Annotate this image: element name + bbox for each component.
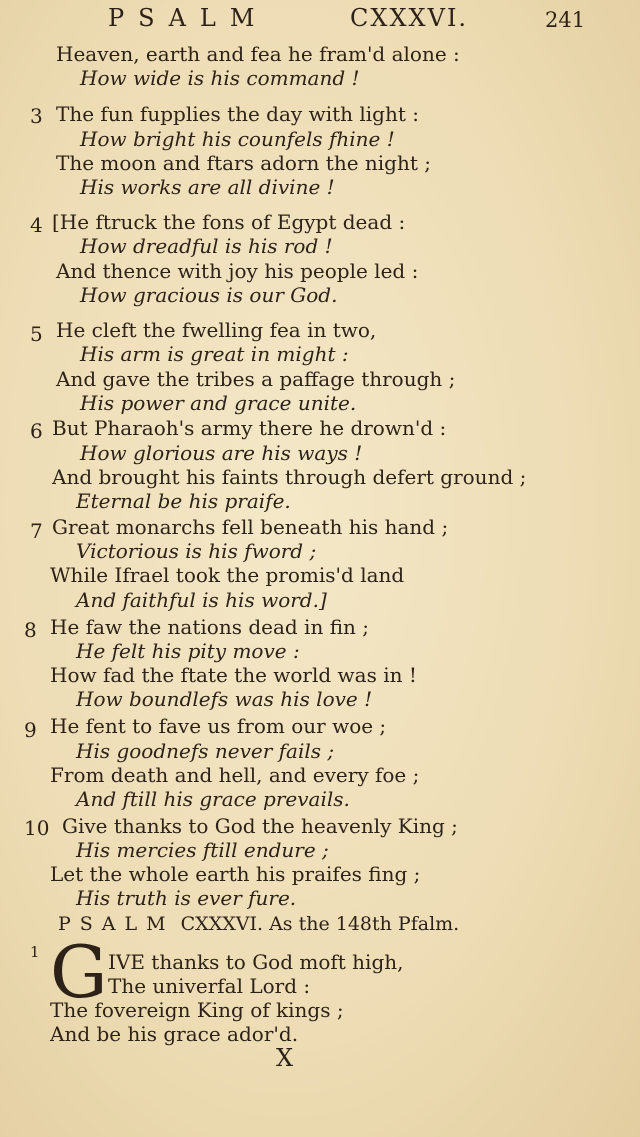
verse-line-refrain: Eternal be his praife. [76, 489, 291, 513]
verse-line-refrain: He felt his pity move : [76, 639, 300, 663]
drop-cap: G [50, 930, 108, 1014]
page-number: 241 [545, 8, 586, 32]
verse-line-refrain: How gracious is our God. [80, 283, 338, 307]
verse-number: 6 [30, 419, 43, 443]
running-head-title: PSALM [108, 4, 269, 32]
verse-line: The moon and ftars adorn the night ; [56, 151, 431, 175]
verse-line-refrain: Victorious is his fword ; [76, 539, 317, 563]
verse-line-refrain: And ftill his grace prevails. [76, 787, 350, 811]
verse-line: But Pharaoh's army there he drown'd : [52, 416, 447, 440]
verse-line: The fovereign King of kings ; [50, 998, 344, 1022]
verse-line-refrain: How wide is his command ! [80, 66, 360, 90]
psalm-heading-number: CXXXVI. [180, 913, 264, 935]
verse-number: 10 [24, 816, 50, 840]
verse-line: And be his grace ador'd. [50, 1022, 299, 1046]
verse-line: He cleft the fwelling fea in two, [56, 318, 377, 342]
verse-line: While Ifrael took the promis'd land [50, 563, 405, 587]
verse-line-refrain: His truth is ever fure. [76, 886, 297, 910]
verse-line-refrain: His power and grace unite. [80, 391, 357, 415]
verse-line: From death and hell, and every foe ; [50, 763, 420, 787]
verse-number: 7 [30, 519, 43, 543]
verse-line-refrain: His works are all divine ! [80, 175, 335, 199]
psalm-heading-tune: As the 148th Pfalm. [269, 913, 460, 935]
verse-line: The fun fupplies the day with light : [56, 102, 419, 126]
verse-line-refrain: His mercies ftill endure ; [76, 838, 329, 862]
verse-number: 8 [24, 618, 37, 642]
verse-number: 9 [24, 718, 37, 742]
verse-line: How fad the ftate the world was in ! [50, 663, 417, 687]
verse-line-refrain: How bright his counfels fhine ! [80, 127, 395, 151]
verse-line: Give thanks to God the heavenly King ; [62, 814, 458, 838]
verse-line-refrain: His goodnefs never fails ; [76, 739, 335, 763]
running-head-psalm-number: CXXXVI. [350, 4, 469, 32]
verse-line: The univerfal Lord : [108, 974, 311, 998]
verse-line: And gave the tribes a paffage through ; [56, 367, 456, 391]
verse-line: Let the whole earth his praifes fing ; [50, 862, 421, 886]
verse-number: 4 [30, 213, 43, 237]
psalm-heading-title: PSALM [58, 913, 175, 935]
verse-line: [He ftruck the fons of Egypt dead : [52, 210, 406, 234]
verse-line: And thence with joy his people led : [56, 259, 419, 283]
verse-line: Great monarchs fell beneath his hand ; [52, 515, 449, 539]
verse-number: 5 [30, 322, 43, 346]
verse-line: He fent to fave us from our woe ; [50, 714, 387, 738]
verse-line-refrain: How glorious are his ways ! [80, 441, 363, 465]
verse-line: And brought his faints through defert ground ; [52, 465, 527, 489]
verse-line: He faw the nations dead in fin ; [50, 615, 370, 639]
running-head [0, 2, 640, 38]
verse-number: 1 [30, 943, 40, 961]
verse-number: 3 [30, 104, 43, 128]
verse-line-refrain: And faithful is his word.] [76, 588, 327, 612]
verse-line-refrain: His arm is great in might : [80, 342, 349, 366]
catchword: X [276, 1044, 294, 1072]
verse-line-refrain: How dreadful is his rod ! [80, 234, 333, 258]
verse-line-refrain: How boundlefs was his love ! [76, 687, 373, 711]
verse-line: Heaven, earth and fea he fram'd alone : [56, 42, 460, 66]
verse-line: IVE thanks to God moft high, [108, 950, 404, 974]
psalm-heading [58, 913, 459, 935]
